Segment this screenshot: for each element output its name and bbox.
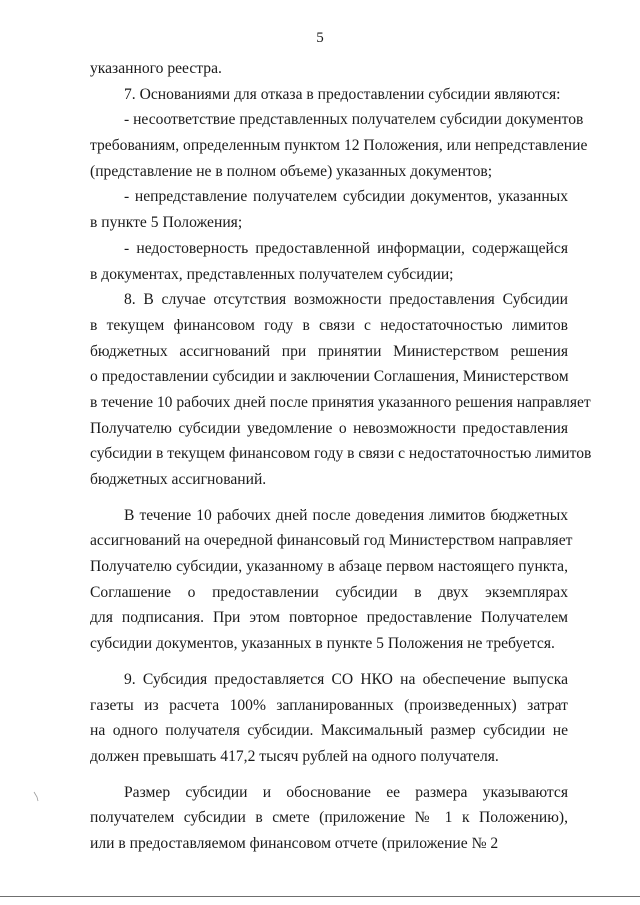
text-line: в документах, представленных получателем субсидии;: [90, 265, 454, 283]
text-line: субсидии в текущем финансовом году в связи с недостаточностью лимитов: [90, 445, 592, 463]
text-line: в пункте 5 Положения;: [90, 214, 243, 232]
paragraph-p7: [90, 82, 568, 108]
text-line: Получателю субсидии уведомление о невозможности предоставления: [90, 419, 568, 437]
text-line: в текущем финансовом году в связи с недостаточностью лимитов: [90, 316, 568, 334]
text-line: на одного получателя субсидии. Максимальный размер субсидии не: [90, 722, 568, 740]
text-line: 8. В случае отсутствия возможности предоставления Субсидии: [124, 291, 568, 309]
text-line: 7. Основаниями для отказа в предоставлении субсидии являются:: [124, 85, 561, 103]
paragraph-p7b: [90, 184, 568, 235]
text-line: 9. Субсидия предоставляется СО НКО на обеспечение выпуска: [124, 670, 568, 688]
text-line: Получателю субсидии, указанному в абзаце первом настоящего пункта,: [90, 558, 568, 576]
paragraph-p7a: [90, 107, 588, 184]
text-line: - несоответствие представленных получателем субсидии документов: [124, 111, 584, 129]
text-line: для подписания. При этом повторное предоставление Получателем: [90, 609, 568, 627]
paragraph-p7c: [90, 236, 568, 287]
text-line: Размер субсидии и обоснование ее размера указываются: [124, 783, 568, 801]
text-line: бюджетных ассигнований.: [90, 471, 267, 488]
text-line: В течение 10 рабочих дней после доведения лимитов бюджетных: [124, 506, 568, 524]
text-line: ассигнований на очередной финансовый год Министерством направляет: [90, 532, 573, 550]
text-line: - непредставление получателем субсидии документов, указанных: [124, 188, 568, 206]
document-body: [90, 56, 592, 857]
paragraph-p9b: [90, 780, 568, 857]
paragraph-p8b: [90, 503, 573, 657]
text-line: указанного реестра.: [90, 60, 222, 77]
text-line: Соглашение о предоставлении субсидии в двух экземплярах: [90, 583, 568, 601]
text-line: получателем субсидии в смете (приложение № 1 к Положению),: [90, 809, 568, 827]
paragraph-p9: [90, 667, 568, 770]
text-line: в течение 10 рабочих дней после принятия указанного решения направляет: [90, 393, 591, 411]
text-line: должен превышать 417,2 тысяч рублей на одного получателя.: [90, 747, 499, 765]
text-line: требованиям, определенным пунктом 12 Положения, или непредставление: [90, 137, 588, 155]
text-line: о предоставлении субсидии и заключении Соглашения, Министерством: [90, 368, 569, 386]
page-number: 5: [316, 30, 324, 46]
page-bottom-rule: [0, 896, 640, 897]
text-line: или в предоставляемом финансовом отчете (приложение № 2: [90, 834, 499, 852]
stray-mark: [33, 791, 39, 802]
text-line: газеты из расчета 100% запланированных (произведенных) затрат: [90, 696, 568, 714]
text-line: (представление не в полном объеме) указанных документов;: [90, 162, 493, 180]
text-line: - недостоверность предоставленной информации, содержащейся: [124, 239, 568, 257]
text-line: субсидии документов, указанных в пункте 5 Положения не требуется.: [90, 635, 555, 653]
paragraph-p0: [90, 56, 568, 82]
text-line: бюджетных ассигнований при принятии Министерством решения: [90, 342, 568, 360]
paragraph-p8: [90, 287, 592, 493]
